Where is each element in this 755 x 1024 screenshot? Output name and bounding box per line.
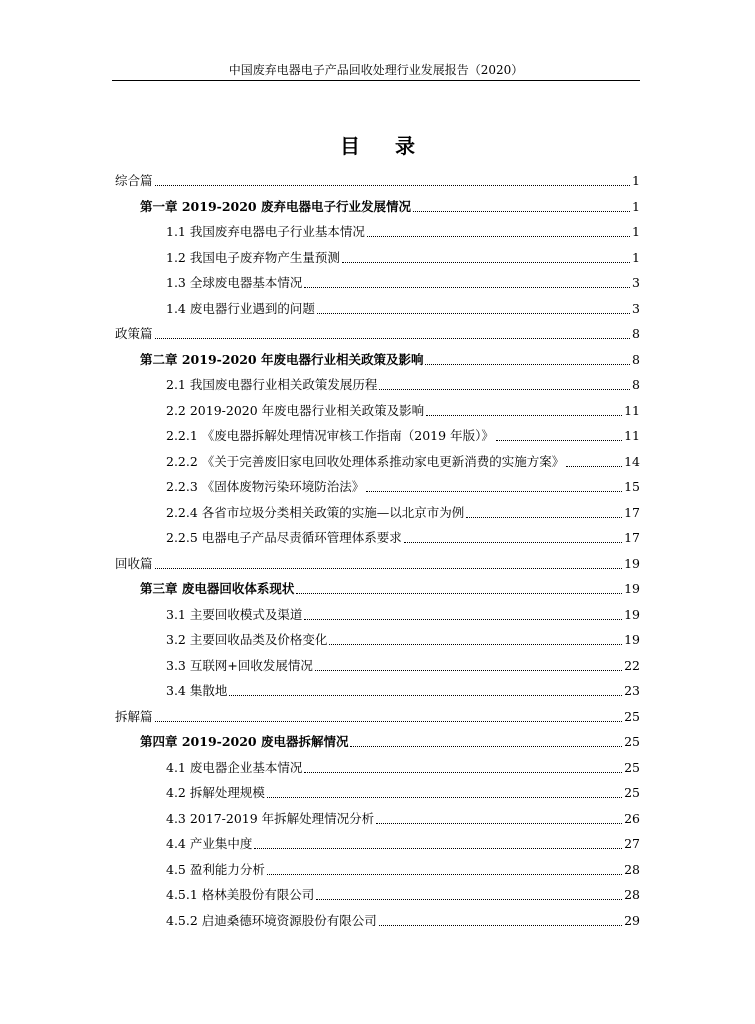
toc-entry-label: 第三章 废电器回收体系现状 <box>140 581 295 596</box>
toc-dot-leader <box>379 388 630 390</box>
toc-entry-page: 11 <box>624 428 640 443</box>
toc-dot-leader <box>254 847 622 849</box>
toc-entry[interactable] <box>140 196 640 216</box>
toc-entry-page: 14 <box>624 453 640 469</box>
toc-entry-page: 19 <box>624 606 640 622</box>
toc-entry-label: 2.2.3 《固体废物污染环境防治法》 <box>166 479 365 494</box>
toc-entry[interactable] <box>166 476 640 496</box>
toc-entry-page: 1 <box>632 249 640 265</box>
toc-entry-page: 8 <box>632 377 640 392</box>
toc-entry-label: 第二章 2019-2020 年废电器行业相关政策及影响 <box>140 351 424 367</box>
toc-entry-page: 17 <box>624 530 640 545</box>
toc-entry[interactable] <box>166 757 640 777</box>
toc-entry-page: 28 <box>624 887 640 902</box>
toc-entry[interactable] <box>166 680 640 700</box>
toc-entry-label: 1.3 全球废电器基本情况 <box>166 275 303 290</box>
toc-entry-page: 19 <box>624 632 640 647</box>
toc-dot-leader <box>342 261 630 263</box>
toc-entry-page: 17 <box>624 504 640 520</box>
toc-entry-label: 4.5.1 格林美股份有限公司 <box>166 887 315 902</box>
toc-entry[interactable] <box>166 272 640 292</box>
toc-dot-leader <box>304 286 630 288</box>
toc-entry[interactable] <box>166 298 640 318</box>
toc-entry-label: 第四章 2019-2020 废电器拆解情况 <box>140 734 349 749</box>
toc-entry[interactable] <box>166 604 640 624</box>
toc-entry-label: 2.2.2 《关于完善废旧家电回收处理体系推动家电更新消费的实施方案》 <box>166 453 565 469</box>
toc-entry[interactable] <box>166 655 640 675</box>
toc-entry-page: 1 <box>632 224 640 239</box>
toc-dot-leader <box>304 771 622 773</box>
toc-dot-leader <box>379 924 622 926</box>
toc-dot-leader <box>350 745 622 747</box>
toc-dot-leader <box>366 490 622 492</box>
toc-dot-leader <box>426 414 622 416</box>
toc-entry[interactable] <box>140 578 640 598</box>
toc-dot-leader <box>155 184 631 186</box>
toc-dot-leader <box>496 439 622 441</box>
toc-dot-leader <box>425 363 630 365</box>
toc-entry[interactable] <box>166 629 640 649</box>
toc-entry-label: 2.2.5 电器电子产品尽责循环管理体系要求 <box>166 530 402 545</box>
toc-entry-page: 3 <box>632 275 640 290</box>
toc-dot-leader <box>296 592 622 594</box>
toc-entry-label: 1.1 我国废弃电器电子行业基本情况 <box>166 224 365 239</box>
toc-entry-page: 25 <box>624 759 640 775</box>
toc-entry-page: 11 <box>624 402 640 418</box>
toc-dot-leader <box>316 898 622 900</box>
toc-entry[interactable] <box>115 170 640 190</box>
running-header: 中国废弃电器电子产品回收处理行业发展报告（2020） <box>228 63 524 77</box>
toc-dot-leader <box>367 235 630 237</box>
toc-dot-leader <box>404 541 622 543</box>
toc-entry-label: 3.1 主要回收模式及渠道 <box>166 606 303 622</box>
toc-entry-label: 4.5 盈利能力分析 <box>166 861 265 877</box>
toc-entry-page: 15 <box>624 479 640 494</box>
toc-dot-leader <box>229 694 622 696</box>
toc-entry-label: 1.2 我国电子废弃物产生量预测 <box>166 249 340 265</box>
toc-dot-leader <box>466 516 622 518</box>
toc-entry[interactable] <box>166 502 640 522</box>
toc-entry[interactable] <box>166 527 640 547</box>
toc-entry-label: 综合篇 <box>115 173 153 188</box>
toc-entry-label: 1.4 废电器行业遇到的问题 <box>166 300 315 316</box>
toc-entry-label: 4.2 拆解处理规模 <box>166 785 265 800</box>
toc-entry-label: 3.3 互联网+回收发展情况 <box>166 657 313 673</box>
toc-entry-label: 4.1 废电器企业基本情况 <box>166 759 303 775</box>
toc-entry-page: 19 <box>624 581 640 596</box>
toc-entry[interactable] <box>166 400 640 420</box>
toc-dot-leader <box>315 669 622 671</box>
toc-entry-label: 4.3 2017-2019 年拆解处理情况分析 <box>166 810 375 826</box>
toc-entry-page: 1 <box>632 198 640 214</box>
toc-entry[interactable] <box>166 808 640 828</box>
toc-entry[interactable] <box>166 782 640 802</box>
toc-entry[interactable] <box>166 884 640 904</box>
toc-title: 目 录 <box>340 134 429 158</box>
toc-dot-leader <box>155 337 631 339</box>
toc-entry-label: 拆解篇 <box>115 708 153 724</box>
toc-entry-page: 25 <box>624 708 640 724</box>
toc-entry-label: 4.4 产业集中度 <box>166 836 253 851</box>
toc-entry-page: 8 <box>632 351 640 367</box>
toc-entry[interactable] <box>166 374 640 394</box>
toc-entry-label: 第一章 2019-2020 废弃电器电子行业发展情况 <box>140 198 411 214</box>
toc-entry-page: 3 <box>632 300 640 316</box>
toc-entry-label: 政策篇 <box>115 326 153 341</box>
toc-entry[interactable] <box>115 553 640 573</box>
toc-entry[interactable] <box>166 221 640 241</box>
toc-dot-leader <box>413 210 630 212</box>
toc-entry-label: 回收篇 <box>115 555 153 571</box>
toc-entry[interactable] <box>140 349 640 369</box>
toc-dot-leader <box>566 465 622 467</box>
toc-entry[interactable] <box>166 247 640 267</box>
toc-entry-label: 2.2.1 《废电器拆解处理情况审核工作指南（2019 年版）》 <box>166 428 494 443</box>
toc-dot-leader <box>329 643 622 645</box>
toc-dot-leader <box>155 567 623 569</box>
toc-entry-page: 1 <box>632 173 640 188</box>
toc-entry-page: 19 <box>624 555 640 571</box>
toc-entry-page: 26 <box>624 810 640 826</box>
toc-entry-page: 25 <box>624 785 640 800</box>
toc-entry-page: 22 <box>624 657 640 673</box>
toc-dot-leader <box>267 873 622 875</box>
toc-entry-label: 3.4 集散地 <box>166 683 228 698</box>
toc-dot-leader <box>155 720 623 722</box>
toc-entry-label: 2.1 我国废电器行业相关政策发展历程 <box>166 377 378 392</box>
toc-entry-page: 27 <box>624 836 640 851</box>
toc-entry-page: 28 <box>624 861 640 877</box>
toc-entry-label: 3.2 主要回收品类及价格变化 <box>166 632 328 647</box>
toc-entry[interactable] <box>166 425 640 445</box>
toc-dot-leader <box>376 822 622 824</box>
toc-entry-page: 25 <box>624 734 640 749</box>
toc-entry[interactable] <box>140 731 640 751</box>
toc-dot-leader <box>267 796 622 798</box>
toc-entry-page: 23 <box>624 683 640 698</box>
toc-entry-label: 2.2 2019-2020 年废电器行业相关政策及影响 <box>166 402 425 418</box>
header-divider <box>112 80 640 81</box>
toc-entry-page: 8 <box>632 326 640 341</box>
toc-entry[interactable] <box>115 323 640 343</box>
toc-entry[interactable] <box>166 833 640 853</box>
toc-dot-leader <box>304 618 622 620</box>
toc-entry-label: 4.5.2 启迪桑德环境资源股份有限公司 <box>166 912 377 928</box>
toc-entry[interactable] <box>166 859 640 879</box>
toc-entry[interactable] <box>166 910 640 930</box>
toc-dot-leader <box>317 312 630 314</box>
toc-entry-label: 2.2.4 各省市垃圾分类相关政策的实施—以北京市为例 <box>166 504 465 520</box>
toc-entry[interactable] <box>115 706 640 726</box>
toc-entry-page: 29 <box>624 912 640 928</box>
toc-entry[interactable] <box>166 451 640 471</box>
